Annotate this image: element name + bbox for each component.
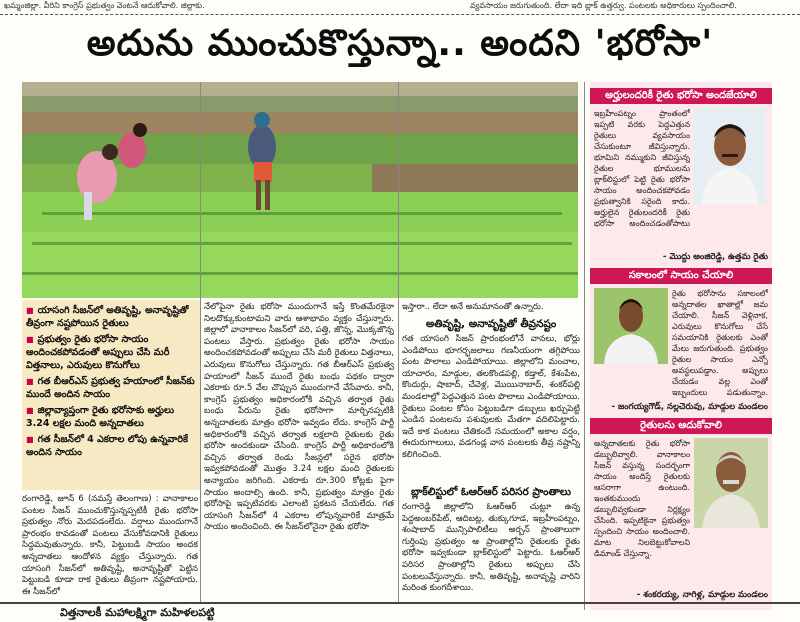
top-strip-left-text: ఖమ్మంజిల్లా. వీరిని కాంగ్రెస్ ప్రభుత్వం వెంటనే ఆదుకోవాలి. జిల్లాకు. (4, 1, 205, 10)
highlight-item: ■ గత సీజన్‌లో 4 ఎకరాల లోపు ఉన్నవారికే అందిన సాయం (26, 433, 196, 459)
article-column-1: రంగారెడ్డి, జూన్ 6 (నమస్తే తెలంగాణ) : వానాకాలం పంటల సీజన్ ముంచుకొస్తున్నప్పటికీ రైతు భరోసా ప్రభుత్వం నోరు మెదపడంలేదు. వర్షాలు ముందుగానే ప్రారంభం కావడంతో పంటలు వేసుకోవడానికి రైతులు సిద్ధమవుతున్నారు. కానీ, పెట్టుబడి సాయం అందక అన్నదాతలు ఆందోళన వ్యక్తం చేస్తున్నారు. గత యాసంగి సీజన్‌లో అతివృష్టి, అనావృష్టితో పెట్టిన పెట్టుబడి కూడా రాక రైతులు తీవ్రంగా నష్టపోయారు. ఈ సీజన్‌లో (22, 494, 198, 597)
sidebar-quote-text: రైతు భరోసాను సకాలంలో అన్నదాతల ఖాతాల్లో జమ చేయాలి. సీజన్ వెళ్లినాక, ఎరువులు కొనుగోలు చేసే సమయానికి రైతులకు ఎంతో మేలు జరుగుతుంది. ప్రభుత్వం రైతుల సాయం ఎన్నో అవస్థలుపడ్డాం. అప్పులు చేయడం వల్ల ఎంతో ఇబ్బందులు పడుతున్నాం. (672, 289, 768, 397)
top-strip-right-text: వ్యవసాయం జరుగుతుంది. లేదా ఇది బ్లాక్ ఉత్తర్వు. పంటలకు అధికారులు స్పందించాలి. (470, 1, 737, 10)
column-divider (200, 82, 201, 602)
next-article-headline: విత్తనాలకీ మహాలక్ష్మిగా మహిళలపట్టి (60, 606, 215, 619)
sidebar-section-title: రైతులను ఆదుకోవాలి (590, 418, 772, 434)
sidebar-section-title: సకాలంలో సాయం చేయాలి (590, 268, 772, 284)
subheading-excess-rain: అతివృష్టి, అనావృష్టితో తీవ్రనష్టం (425, 318, 557, 330)
sidebar-quote-text: అన్నదాతలకు రైతు భరోసా డబ్బులివ్వాలి. వానాకాలం సీజన్ వస్తున్న సందర్భంగా సాయం అందిస్తే రైతులకు ఆసరాగా ఉంటుంది. ఇంతకుముందు డబ్బులివ్వకుండా నిర్లక్ష్యం చేసింది. ఇప్పటికైనా ప్రభుత్వం స్పందించి సాయం అందించాలి. మాట నిలబెట్టుకోవాలని డిమాండ్ చేస్తున్నా. (594, 439, 690, 558)
farmers-transplanting-image (22, 82, 578, 298)
headline: అదును ముంచుకొస్తున్నా.. అందని 'భరోసా' (86, 23, 714, 64)
highlights-box (22, 300, 200, 490)
article-column-3-middle: గత యాసంగి సీజన్ ప్రారంభంలోనే వానలు, భోర్లు ఎండిపోయి భూగర్భజలాలు గణనీయంగా తగ్గిపోయి పంట పొలాలు ఎండిపోయాయి. జిల్లాలోని మంచాల, యాచారం, మాడ్గుల, తలకొండపల్లి, కడ్తాల్, కేశంపేట, కొందుర్గు, షాబాద్, చేవెళ్ల, మొయినాబాద్, శంకర్‌పల్లి మండలాల్లో పెద్దఎత్తున పంట పొలాలు ఎండిపోయాయి. రైతులు పంటల కోసం పెట్టుబడిగా డబ్బులు ఖర్చుపెట్టి ఎండిన పంటలను పశువులకు మేతగా వదిలిపెట్టారు. ఇదే కాక పంటలు చేతికందే సమయంలో అకాల వర్షం, ఈదురుగాలులు, వడగండ్ల వాన పంటలకు తీవ్ర నష్టాన్ని కలిగించింది. (402, 334, 580, 460)
farmer-portrait (594, 288, 668, 364)
article-column-3-bottom: రంగారెడ్డి జిల్లాలోని ఓఆర్ఆర్ చుట్టూ ఉన్న పెద్దఅంబర్‌పేట్, ఆదిబట్ల, తుక్కుగూడ, ఇబ్రహీంపట్నం, శంషాబాద్ మున్సిపాలిటీలు అర్బన్ ప్రాంతాలుగా గుర్తింపు ప్రభుత్వం ఆ ప్రాంతాల్లోని రైతులకు రైతు భరోసా ఇవ్వకుండా బ్లాక్‌లిస్టులో పెట్టారు. ఓఆర్ఆర్ పరిసర ప్రాంతాల్లోని రైతులు అప్పులు చేసి పంటలువేస్తున్నారు. కానీ, అతివృష్టి, అనావృష్టి వారిని మరింత కుంగదీశాయి. (402, 502, 580, 594)
sidebar-caption: - జంగయ్యగౌడ్, నల్లచెరువు, మాడ్గుల మండలం (611, 402, 768, 412)
highlight-item: ■ జిల్లావ్యాప్తంగా రైతు భరోసాకు అర్హులు 3.24 లక్షల మంది అన్నదాతలు (26, 404, 196, 430)
highlight-item: ■ యాసంగి సీజన్‌లో అతివృష్టి, అనావృష్టితో తీవ్రంగా నష్టపోయిన రైతులు (26, 304, 196, 330)
article-column-3-top: ఇస్తారా.. లేదా అనే అనుమానంతో ఉన్నారు. (402, 302, 544, 312)
next-article-strip (0, 602, 800, 619)
previous-article-strip (0, 0, 800, 15)
article-column-2: నేలోపైనా రైతు భరోసా ముందుగానే ఇస్తే కొంతమేరకైనా నిలదొక్కుకుంటామని వారు ఆశాభావం వ్యక్తం చేస్తున్నారు. జిల్లాలో వానాకాలం సీజన్‌లో వరి, పత్తి, జొన్న, మొక్కజొన్న పంటలు వేస్తారు. ప్రభుత్వం రైతు భరోసా సాయం అందించకపోవడంతో అప్పులు చేసి మరీ రైతులు విత్తనాలు, ఎరువులు కొనుగోలు చేస్తున్నారు. గత బీఆర్ఎస్ ప్రభుత్వ హయాంలో సీజన్ ముందే రైతు బంధు పథకం ద్వారా ఎకరాకు రూ.5 వేల చొప్పున ముందుగానే వేసేవారు. కానీ, కాంగ్రెస్ ప్రభుత్వం అధికారంలోకి వచ్చిన తర్వాత రైతు బంధు పేరును రైతు భరోసాగా మార్చినప్పటికీ అన్నదాతలకు మాత్రం భరోసా ఇవ్వడం లేదు. కాంగ్రెస్ పార్టీ అధికారంలోకి వచ్చిన తర్వాత లక్షలాది రైతులకు రైతు భరోసా అందకుండా చేసింది. కాంగ్రెస్ పార్టీ అధికారంలోకి వచ్చిన తర్వాత రెండు సీజన్లలో సరైన భరోసా ఇవ్వకపోవడంతో మొత్తం 3.24 లక్షల మంది రైతులకు అన్యాయం జరిగింది. ఎకరాకు రూ.300 కోట్లకు పైగా సాయం అందాల్సి ఉంది. కానీ, ప్రభుత్వం మాత్రం రైతు భరోసాపై ఇప్పటివరకు ఎలాంటి ప్రకటన చేయలేదు. గత యాసంగి సీజన్‌లో 4 ఎకరాల లోపున్నవారికే మాత్రమే సాయం అందించింది. ఈ సీజన్‌లోనైనా రైతు భరోసా (204, 302, 394, 533)
field-photo (22, 82, 578, 298)
column-divider (584, 82, 585, 610)
highlight-item: ■ గత బీఆర్ఎస్ ప్రభుత్వ హయాంలో సీజన్‌కు ముందే అందిన సాయం (26, 375, 196, 401)
farmer-portrait (694, 438, 768, 528)
highlight-item: ■ ప్రభుత్వం రైతు భరోసా సాయం అందించకపోవడంతో అప్పులు చేసి మరీ విత్తనాలు, ఎరువులు కొనుగోలు (26, 333, 196, 372)
column-divider (398, 82, 399, 602)
sidebar-section-title: అర్హులందరికీ రైతు భరోసా అందజేయాలి (590, 88, 772, 104)
farmer-portrait (694, 108, 766, 204)
sidebar-caption: - మొద్దు అంజిరెడ్డి, ఉత్తమ రైతు (662, 252, 768, 262)
subheading-blacklist: బ్లాక్‌లిస్టులో ఓఆర్ఆర్ పరిసర ప్రాంతాలు (410, 486, 572, 498)
sidebar-caption: - శంకరయ్య, నాగిళ్ల, మాడ్గుల మండలం (636, 590, 768, 600)
sidebar-quote-text: ఇబ్రహీంపట్నం ప్రాంతంలో ఇప్పటి వరకు పెద్దఎత్తున రైతులు వ్యవసాయం చేసుకుంటూ జీవిస్తున్నారు. భూమిని నమ్ముకుని జీవిస్తున్న రైతుల భూములను బ్లాక్‌లిస్టులో పెట్టి రైతు భరోసా సాయం అందించకపోవడం ప్రభుత్వానికి సరైంది కాదు. అర్హులైన రైతులందరికీ రైతు భరోసా అందించడంతోపాటు (594, 109, 690, 228)
farmer-quotes-sidebar (590, 82, 772, 610)
